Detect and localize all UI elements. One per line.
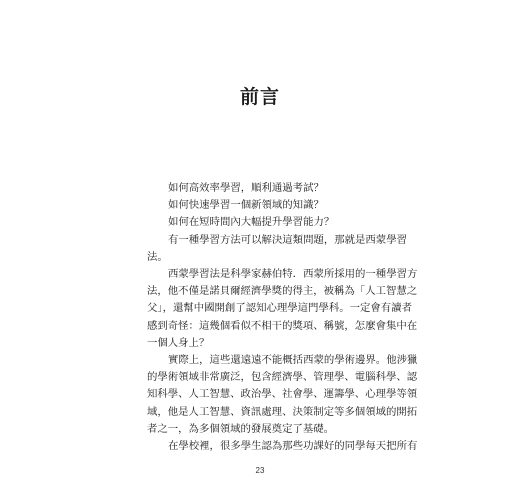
text-line: 域，他是人工智慧、資訊處理、決策制定等多個領域的開拓 — [147, 405, 418, 418]
page-title: 前言 — [239, 86, 280, 108]
text-line: 西蒙學習法是科學家赫伯特．西蒙所採用的一種學習方 — [168, 268, 418, 281]
text-line: 一個人身上？ — [147, 336, 210, 349]
paragraph-1 — [147, 180, 388, 197]
text-line: 有一種學習方法可以解決這類問題，那就是西蒙學習 — [168, 233, 407, 246]
paragraph-3 — [147, 214, 388, 231]
page-number: 23 — [255, 466, 265, 475]
text-line: 實際上，這些還遠遠不能概括西蒙的學術邊界。他涉獵 — [168, 354, 418, 367]
text-line: 在學校裡，很多學生認為那些功課好的同學每天把所有 — [168, 440, 418, 453]
text-line: 知科學、人工智慧、政治學、社會學、運籌學、心理學等領 — [147, 388, 418, 401]
text-line: 如何高效率學習，順利通過考試？ — [168, 182, 324, 194]
text-line: 者之一，為多個領域的發展奠定了基礎。 — [147, 422, 335, 435]
text-line: 的學術領域非常廣泛，包含經濟學、管理學、電腦科學、認 — [147, 371, 418, 384]
body-text — [147, 180, 418, 455]
text-line: 如何快速學習一個新領域的知識？ — [168, 199, 324, 212]
text-line: 父」，還幫中國開創了認知心理學這門學科。一定會有讀者 — [147, 302, 412, 315]
text-line: 法。 — [147, 250, 168, 263]
text-line: 如何在短時間內大幅提升學習能力？ — [168, 216, 335, 229]
text-line: 法，他不僅是諾貝爾經濟學獎的得主，被稱為「人工智慧之 — [147, 285, 418, 298]
text-line: 感到奇怪：這幾個看似不相干的獎項、稱號，怎麼會集中在 — [147, 319, 418, 332]
paragraph-2 — [147, 197, 388, 214]
paragraph-5 — [147, 266, 418, 352]
paragraph-6 — [147, 352, 418, 438]
paragraph-4 — [147, 232, 407, 266]
paragraph-7 — [147, 438, 418, 455]
